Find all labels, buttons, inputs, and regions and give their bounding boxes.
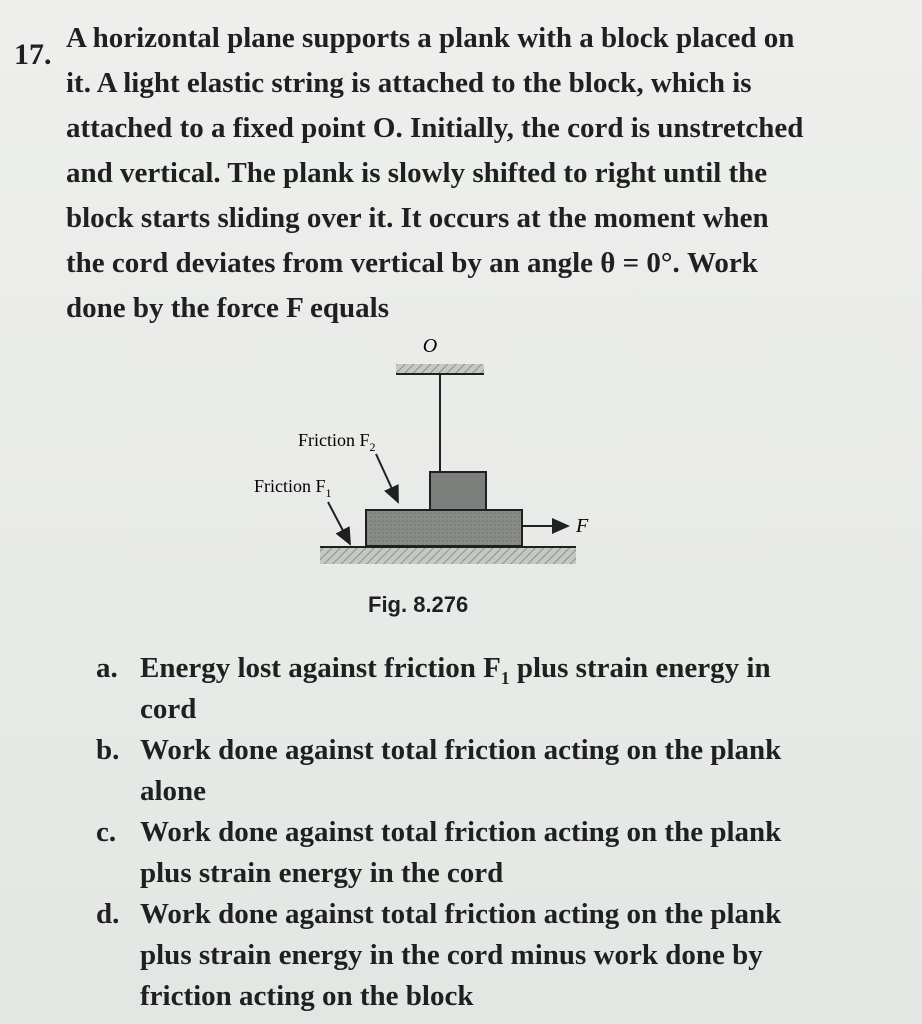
option-letter: a. [96,652,118,684]
plank [366,510,522,546]
option-b-line: Work done against total friction acting on the plank [140,734,782,766]
plank-block-diagram [250,332,610,572]
option-b-line: alone [140,775,207,807]
ceiling-support [396,364,484,374]
option-d-line: Work done against total friction acting on the plank [140,898,782,930]
option-letter: d. [96,898,120,930]
answer-options [96,648,886,1017]
block [430,472,486,510]
friction-f1-pointer [328,502,350,544]
option-a-line: cord [140,693,197,725]
option-c-line: Work done against total friction acting on the plank [140,816,782,848]
option-letter: b. [96,734,120,766]
stem-line: it. A light elastic string is attached to the block, which is [66,67,752,99]
option-d-line: plus strain energy in the cord minus work done by [140,939,763,971]
option-d[interactable] [96,894,886,1017]
option-a-line: Energy lost against friction $F_1$ plus strain energy in [140,652,771,688]
stem-line: and vertical. The plank is slowly shifted to right until the [66,157,768,189]
option-a[interactable] [96,648,886,730]
option-c[interactable] [96,812,886,894]
stem-line: attached to a fixed point O. Initially, the cord is unstretched [66,112,804,144]
question-stem [66,16,886,331]
force-label: F [576,515,589,537]
friction-f2-pointer [376,454,398,502]
option-b[interactable] [96,730,886,812]
option-c-line: plus strain energy in the cord [140,857,504,889]
stem-line: the cord deviates from vertical by an angle θ = 0°. Work [66,247,758,279]
option-d-line: friction acting on the block [140,980,474,1012]
ground [320,548,576,564]
question-number: 17. [14,38,52,71]
figure-caption: Fig. 8.276 [368,592,469,617]
stem-line: A horizontal plane supports a plank with a block placed on [66,22,795,54]
stem-line: block starts sliding over it. It occurs at the moment when [66,202,769,234]
point-o-label: O [422,335,438,357]
stem-line: done by the force F equals [66,292,390,324]
option-letter: c. [96,816,117,848]
friction-f1-label: Friction $F_1$ [254,476,332,500]
friction-f2-label: Friction $F_2$ [298,430,376,454]
